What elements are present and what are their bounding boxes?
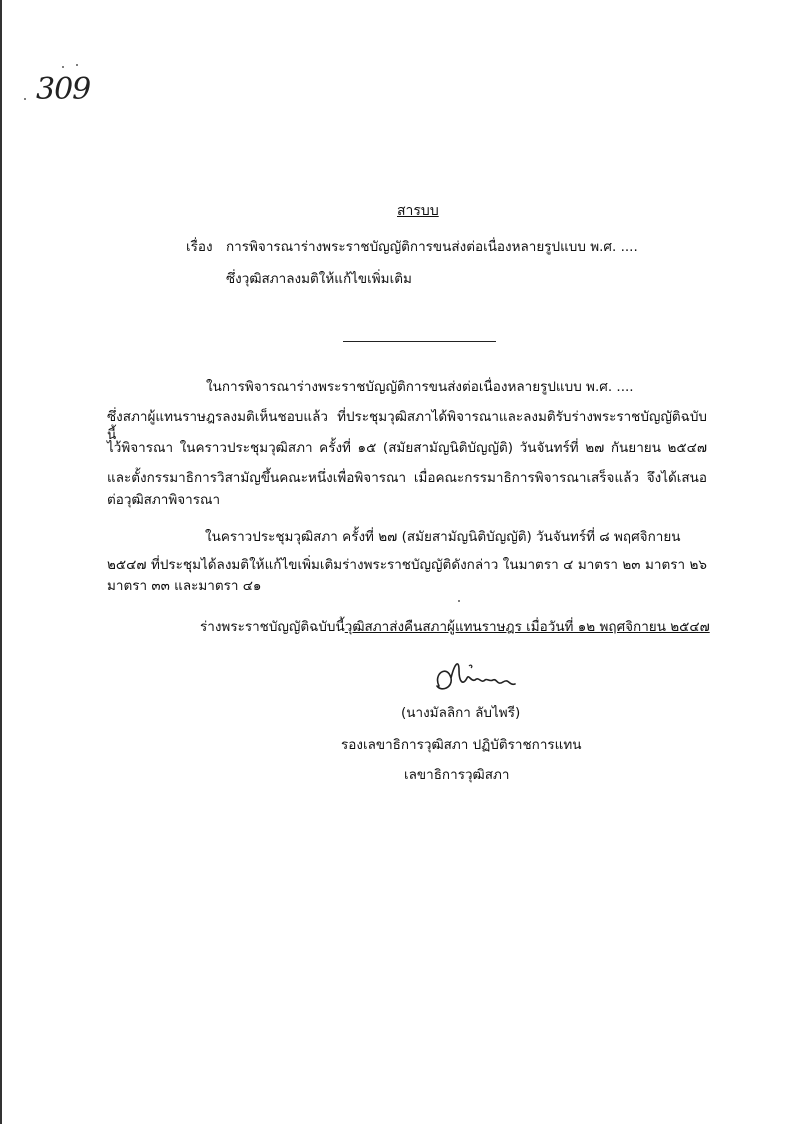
handwritten-page-number: 309 xyxy=(36,72,91,107)
paragraph-1-line-2: ซึ่งสภาผู้แทนราษฎรลงมติเห็นชอบแล้ว ที่ประชุมวุฒิสภาได้พิจารณาและลงมติรับร่างพระราชบัญญัติฉบับนี้ xyxy=(107,409,707,443)
signatory-name: (นางมัลลิกา ลับไพรี) xyxy=(401,705,521,721)
paragraph-1-line-5: ต่อวุฒิสภาพิจารณา xyxy=(107,492,221,508)
paragraph-3 xyxy=(200,618,710,636)
scan-left-edge xyxy=(0,0,2,1124)
subject-line-2: ซึ่งวุฒิสภาลงมติให้แก้ไขเพิ่มเติม xyxy=(226,271,412,287)
section-divider xyxy=(343,341,496,342)
signatory-position-line-2: เลขาธิการวุฒิสภา xyxy=(404,767,510,783)
document-heading: สารบบ xyxy=(397,203,439,219)
scan-speck xyxy=(76,64,78,66)
paragraph-3-prefix: ร่างพระราชบัญญัติฉบับนี้ xyxy=(200,619,345,635)
paragraph-1-line-4: และตั้งกรรมาธิการวิสามัญขึ้นคณะหนึ่งเพื่อพิจารณา เมื่อคณะกรรมาธิการพิจารณาเสร็จแล้ว จึงได้เสนอ xyxy=(107,470,707,486)
paragraph-1-line-3: ไว้พิจารณา ในคราวประชุมวุฒิสภา ครั้งที่ ๑๕ (สมัยสามัญนิติบัญญัติ) วันจันทร์ที่ ๒๗ กันยายน ๒๕๔๗ xyxy=(107,440,707,456)
signatory-position-line-1: รองเลขาธิการวุฒิสภา ปฏิบัติราชการแทน xyxy=(341,737,582,753)
paragraph-2-line-2: ๒๕๔๗ ที่ประชุมได้ลงมติให้แก้ไขเพิ่มเติมร่างพระราชบัญญัติดังกล่าว ในมาตรา ๔ มาตรา ๒๓ มาตรา ๒๖ xyxy=(107,557,707,573)
paragraph-1-line-1: ในการพิจารณาร่างพระราชบัญญัติการขนส่งต่อเนื่องหลายรูปแบบ พ.ศ. .... xyxy=(206,379,634,395)
paragraph-2-line-1: ในคราวประชุมวุฒิสภา ครั้งที่ ๒๗ (สมัยสามัญนิติบัญญัติ) วันจันทร์ที่ ๘ พฤศจิกายน xyxy=(205,529,681,545)
scan-speck xyxy=(62,66,64,68)
scan-speck xyxy=(458,600,460,602)
paragraph-2-line-3: มาตรา ๓๓ และมาตรา ๔๑ xyxy=(107,578,262,594)
scan-speck xyxy=(24,98,26,100)
subject-label: เรื่อง xyxy=(186,239,213,255)
subject-line-1: การพิจารณาร่างพระราชบัญญัติการขนส่งต่อเนื่องหลายรูปแบบ พ.ศ. .... xyxy=(226,239,638,255)
handwritten-signature xyxy=(425,656,525,698)
paragraph-3-return-notice: วุฒิสภาส่งคืนสภาผู้แทนราษฎร เมื่อวันที่ ๑๒ พฤศจิกายน ๒๕๔๗ xyxy=(344,619,710,635)
